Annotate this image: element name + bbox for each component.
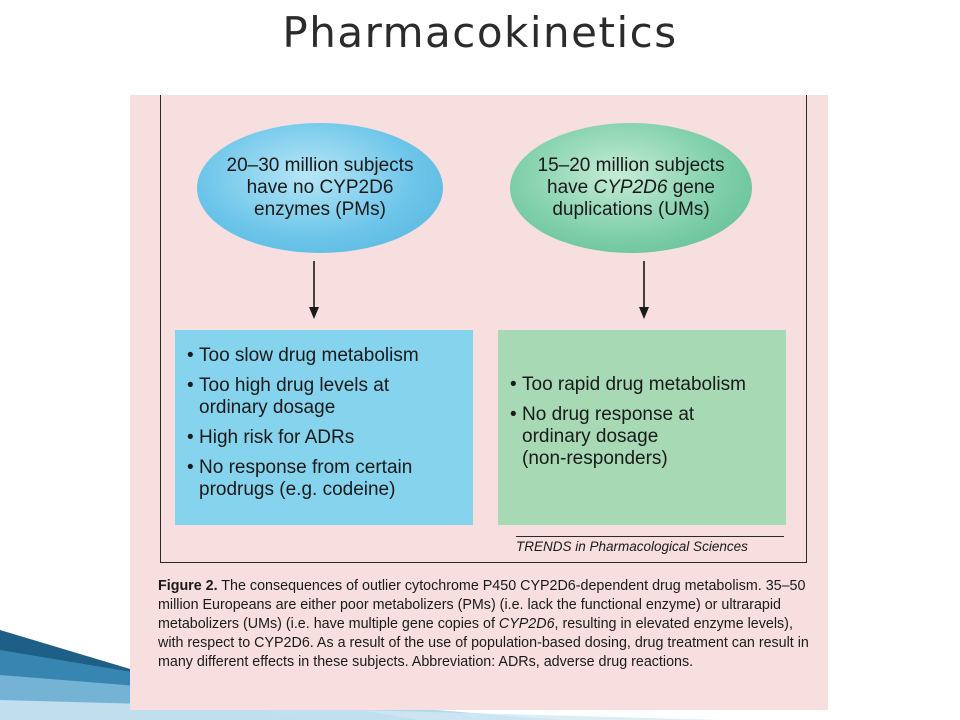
ellipse-right-line2 <box>538 177 725 199</box>
ellipse-left-line1: 20–30 million subjects <box>226 155 414 176</box>
list-item <box>187 375 465 419</box>
list-item <box>187 457 465 501</box>
frame-right-line <box>806 95 807 563</box>
list-item-line2: ordinary dosage <box>199 397 336 418</box>
bullet-icon: • <box>187 345 194 366</box>
ultrarapid-metabolizer-consequences-box <box>498 330 786 525</box>
slide-title: Pharmacokinetics <box>282 8 678 57</box>
figure-caption <box>158 577 810 672</box>
list-item-line1: Too rapid drug metabolism <box>522 374 746 395</box>
frame-left-line <box>160 95 161 563</box>
bullet-icon: • <box>187 375 194 396</box>
ultrarapid-metabolizer-ellipse <box>510 123 752 253</box>
list-item <box>510 374 778 396</box>
list-item <box>187 427 465 449</box>
caption-gene-term: CYP2D6 <box>498 616 555 632</box>
arrow-down-right-icon <box>638 261 650 319</box>
list-item-line3: (non-responders) <box>522 448 668 469</box>
caption-text-part2: , resulting in elevated enzyme levels), with respect to CYP2D6. As a result of the use of population-based dosing, drug treatment can result in many different effects in these subjects. Abbreviation: ADRs, adverse drug reactions. <box>158 616 809 670</box>
ellipse-left-line3: enzymes (PMs) <box>254 199 386 220</box>
ellipse-left-line2-term: CYP2D6 <box>319 177 394 198</box>
ellipse-right-text <box>538 155 725 221</box>
bullet-icon: • <box>187 427 194 448</box>
ellipse-left-text <box>227 155 414 221</box>
ultrarapid-metabolizer-bullet-list <box>498 330 786 470</box>
bullet-icon: • <box>510 374 517 395</box>
ellipse-right-line2-pre: have <box>547 177 594 198</box>
caption-label: Figure 2. <box>158 578 218 594</box>
figure-panel <box>130 95 828 710</box>
poor-metabolizer-bullet-list <box>175 330 473 501</box>
list-item-line1: Too slow drug metabolism <box>199 345 419 366</box>
arrow-down-left-icon <box>308 261 320 319</box>
ellipse-right-line2-term: CYP2D6 <box>593 177 668 198</box>
ellipse-left-line2 <box>227 177 414 199</box>
list-item-line2: prodrugs (e.g. codeine) <box>199 479 396 500</box>
caption-text-part1: The consequences of outlier cytochrome P450 CYP2D6-dependent drug metabolism. 35–50 million Europeans are either poor metabolizers (PMs) (i.e. lack the functional enzyme) or ultrarapid metabolizers (UMs) (i.e. have multiple gene copies of <box>158 578 806 632</box>
list-item-line1: No response from certain <box>199 457 413 478</box>
bullet-icon: • <box>510 404 517 425</box>
poor-metabolizer-consequences-box <box>175 330 473 525</box>
frame-bottom-line <box>160 562 807 563</box>
list-item <box>510 404 778 470</box>
list-item-line1: Too high drug levels at <box>199 375 390 396</box>
ellipse-right-line3: duplications (UMs) <box>552 199 710 220</box>
list-item-line1: High risk for ADRs <box>199 427 355 448</box>
poor-metabolizer-ellipse <box>197 123 443 253</box>
list-item <box>187 345 465 367</box>
list-item-line1: No drug response at <box>522 404 695 425</box>
bullet-icon: • <box>187 457 194 478</box>
ellipse-left-line2-pre: have no <box>246 177 320 198</box>
ellipse-right-line1: 15–20 million subjects <box>537 155 725 176</box>
ellipse-right-line2-post: gene <box>667 177 715 198</box>
figure-source: TRENDS in Pharmacological Sciences <box>516 536 784 554</box>
list-item-line2: ordinary dosage <box>522 426 659 447</box>
